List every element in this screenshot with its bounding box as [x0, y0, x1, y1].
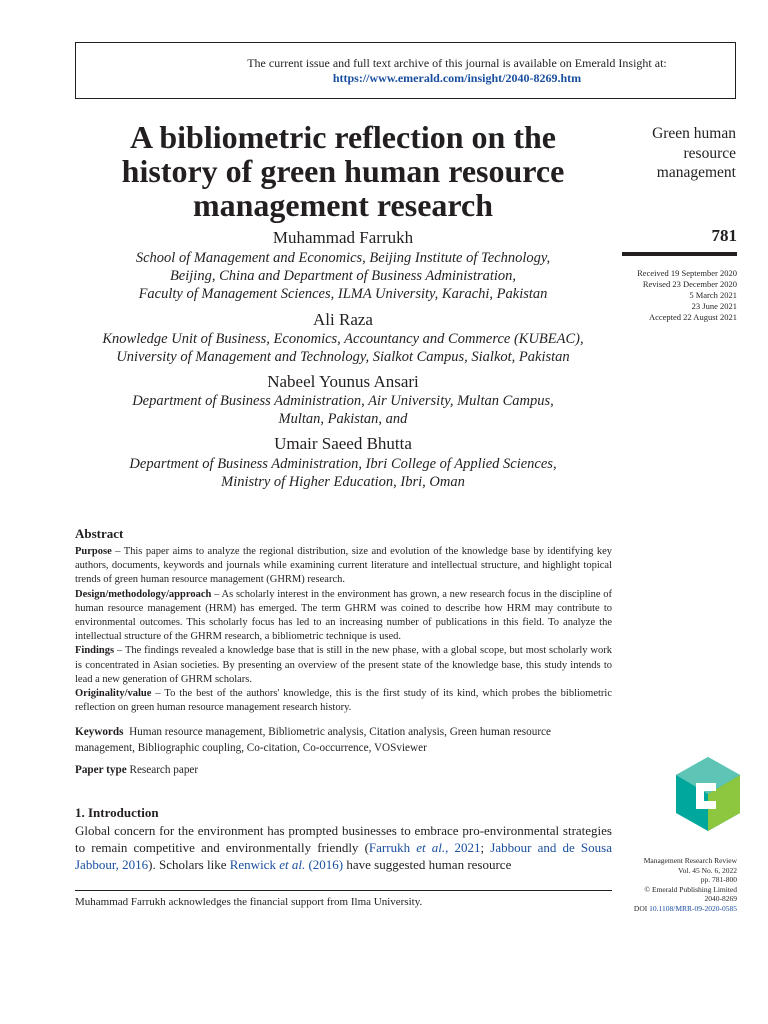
- author-name: Umair Saeed Bhutta: [274, 434, 412, 453]
- citation-link[interactable]: [369, 840, 481, 855]
- doi-link[interactable]: 10.1108/MRR-09-2020-0585: [649, 903, 737, 913]
- author-name: Ali Raza: [313, 310, 373, 329]
- abstract-heading: Abstract: [75, 526, 124, 541]
- crossmark-logo-icon: [676, 757, 740, 831]
- citation-etal: et al.: [279, 857, 306, 872]
- author-name: Nabeel Younus Ansari: [267, 372, 419, 391]
- affiliation-line: Department of Business Administration, Air University, Multan Campus,: [132, 393, 554, 409]
- archive-notice-box: [75, 42, 736, 99]
- section-label: Design/methodology/approach: [75, 588, 212, 600]
- running-title-line: resource: [683, 144, 736, 162]
- author-name: Muhammad Farrukh: [272, 228, 414, 247]
- affiliation-line: Faculty of Management Sciences, ILMA University, Karachi, Pakistan: [138, 286, 548, 302]
- page-number-rule: [622, 252, 737, 256]
- affiliation-line: Department of Business Administration, Ibri College of Applied Sciences,: [129, 456, 557, 472]
- footnote-rule: [75, 890, 612, 891]
- journal-line: 2040-8269: [704, 894, 737, 903]
- footnote: Muhammad Farrukh acknowledges the financial support from Ilma University.: [75, 896, 423, 908]
- citation-author: Farrukh: [368, 840, 417, 855]
- abstract-findings: [75, 644, 612, 687]
- author-affiliation: [75, 392, 611, 428]
- doi-line: [600, 904, 737, 914]
- affiliation-line: University of Management and Technology, Sialkot Campus, Sialkot, Pakistan: [116, 349, 570, 365]
- section-text: – To the best of the authors' knowledge, this is the first study of its kind, which probes the bibliometric reflection on green human resource management research history.: [75, 688, 612, 714]
- paper-type-value: Research paper: [129, 764, 199, 776]
- paper-type-label: Paper type: [75, 764, 127, 776]
- paper-type: [75, 762, 612, 778]
- section-text: – The findings revealed a knowledge base that is still in the new phase, with a global scope, but most scholarly work is concentrated in Asian societies. By presenting an overview of the present state of the knowledge base, this study intends to lead a new generation of GHRM scholars.: [75, 645, 612, 685]
- journal-line: Vol. 45 No. 6, 2022: [678, 865, 737, 875]
- running-title-line: management: [656, 164, 736, 181]
- section-text: – This paper aims to analyze the regional distribution, size and evolution of the knowledge base by identifying key authors, documents, keywords and journals while examining current literature and intellectual structure, and highlight topical trends of green human resource management (GHRM) research.: [75, 546, 612, 586]
- doi-label: DOI: [633, 903, 648, 913]
- section-label: Originality/value: [75, 688, 152, 700]
- author-affiliation: [75, 249, 611, 303]
- page-number: 781: [711, 226, 737, 245]
- intro-text: ;: [480, 840, 491, 855]
- citation-etal: et al.: [416, 840, 446, 855]
- archive-url-link[interactable]: https://www.emerald.com/insight/2040-8269.htm: [332, 71, 582, 85]
- section-heading: 1. Introduction: [75, 805, 159, 820]
- intro-text: ). Scholars like: [148, 857, 230, 872]
- journal-line: pp. 781-800: [700, 875, 737, 884]
- date-line: Received 19 September 2020: [637, 268, 737, 278]
- affiliation-line: School of Management and Economics, Beijing Institute of Technology,: [135, 250, 551, 266]
- citation-link[interactable]: [230, 857, 343, 872]
- author-affiliation: [75, 330, 611, 366]
- abstract-purpose: [75, 545, 612, 588]
- keywords-label: Keywords: [75, 726, 124, 738]
- date-line: Revised 23 December 2020: [642, 279, 737, 289]
- keywords: [75, 724, 612, 756]
- citation-year: , 2021: [445, 840, 481, 855]
- section-label: Findings: [75, 645, 115, 657]
- affiliation-line: Ministry of Higher Education, Ibri, Oman: [221, 474, 465, 490]
- paper-title: [75, 120, 611, 222]
- affiliation-line: Knowledge Unit of Business, Economics, Accountancy and Commerce (KUBEAC),: [102, 331, 584, 347]
- date-line: 23 June 2021: [691, 301, 737, 311]
- intro-paragraph: [75, 822, 612, 873]
- abstract-body: [75, 545, 612, 715]
- title-line: history of green human resource: [121, 153, 565, 189]
- citation-link[interactable]: Jabbour and de Sousa Jabbour, 2016: [75, 840, 612, 872]
- title-line: management research: [192, 187, 494, 223]
- journal-line: © Emerald Publishing Limited: [644, 884, 737, 894]
- archive-notice-text: The current issue and full text archive of this journal is available on Emerald Insight at:: [247, 56, 667, 70]
- affiliation-line: Beijing, China and Department of Business Administration,: [169, 268, 517, 284]
- intro-text: have suggested human resource: [343, 857, 512, 872]
- journal-info: [600, 856, 737, 913]
- submission-dates: [600, 268, 737, 323]
- abstract-design: [75, 588, 612, 645]
- title-line: A bibliometric reflection on the: [130, 119, 556, 155]
- running-title: [612, 124, 736, 183]
- keywords-text: Human resource management, Bibliometric analysis, Citation analysis, Green human resource management, Bibliographic coupling, Co-citation, Co-occurrence, VOSviewer: [75, 726, 551, 754]
- abstract-originality: [75, 687, 612, 715]
- section-label: Purpose: [75, 546, 112, 557]
- journal-line: Management Research Review: [643, 856, 737, 865]
- intro-text: Global concern for the environment has prompted businesses to embrace pro-environmental strategies to remain competitive and environmentally friendly (: [75, 823, 612, 855]
- affiliation-line: Multan, Pakistan, and: [278, 411, 408, 427]
- citation-author: Renwick: [229, 857, 280, 872]
- section-text: – As scholarly interest in the environment has grown, a new research focus in the discipline of human resource management (HRM) has emerged. The term GHRM was coined to describe how HRM may contribute to environmental outcomes. This scholarly focus has led to an increasing number of publications in this field. To analyze the intellectual structure of the GHRM research, a bibliometric technique is used.: [75, 588, 612, 643]
- date-line: Accepted 22 August 2021: [648, 312, 737, 322]
- citation-year: (2016): [305, 857, 344, 872]
- author-affiliation: [75, 455, 611, 491]
- date-line: 5 March 2021: [689, 290, 737, 300]
- running-title-line: Green human: [652, 125, 736, 142]
